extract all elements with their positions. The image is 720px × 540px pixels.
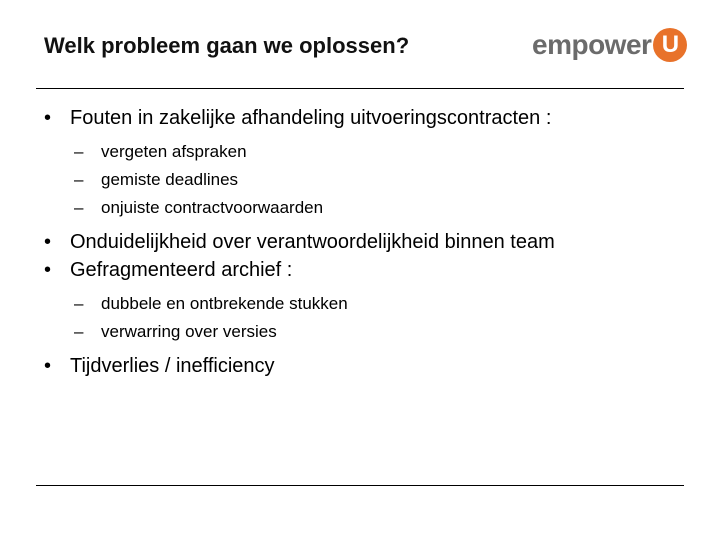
- sub-text: vergeten afspraken: [101, 142, 247, 161]
- bullet-text: Tijdverlies / inefficiency: [70, 355, 275, 377]
- dash-marker: –: [74, 198, 84, 217]
- sub-item: [74, 318, 684, 346]
- top-divider: [36, 88, 684, 89]
- slide-title: Welk probleem gaan we oplossen?: [44, 33, 410, 58]
- sub-item: [74, 166, 684, 194]
- bullet-text: Onduidelijkheid over verantwoordelijkheid binnen team: [70, 231, 555, 253]
- bullet-marker: •: [44, 231, 52, 253]
- dash-marker: –: [74, 170, 84, 189]
- sub-item: [74, 290, 684, 318]
- bullet-marker: •: [44, 259, 52, 281]
- bullet-text: Fouten in zakelijke afhandeling uitvoeringscontracten :: [70, 107, 552, 129]
- bullet-marker: •: [44, 355, 52, 377]
- logo-badge-icon: U: [653, 28, 687, 62]
- sub-item: [74, 194, 684, 222]
- bullet-item: [44, 256, 684, 284]
- sub-text: onjuiste contractvoorwaarden: [101, 198, 324, 217]
- bullet-list: [44, 104, 684, 380]
- bullet-text: Gefragmenteerd archief :: [70, 259, 293, 281]
- empower-logo: [532, 28, 687, 62]
- sub-text: gemiste deadlines: [101, 170, 239, 189]
- sub-text: dubbele en ontbrekende stukken: [101, 294, 348, 313]
- dash-marker: –: [74, 322, 84, 341]
- bullet-marker: •: [44, 107, 52, 129]
- dash-marker: –: [74, 142, 84, 161]
- bullet-item: [44, 104, 684, 132]
- bullet-item: [44, 352, 684, 380]
- bullet-item: [44, 228, 684, 256]
- sub-text: verwarring over versies: [101, 322, 277, 341]
- logo-text: empower: [532, 29, 652, 60]
- dash-marker: –: [74, 294, 84, 313]
- sub-item: [74, 138, 684, 166]
- bottom-divider: [36, 485, 684, 486]
